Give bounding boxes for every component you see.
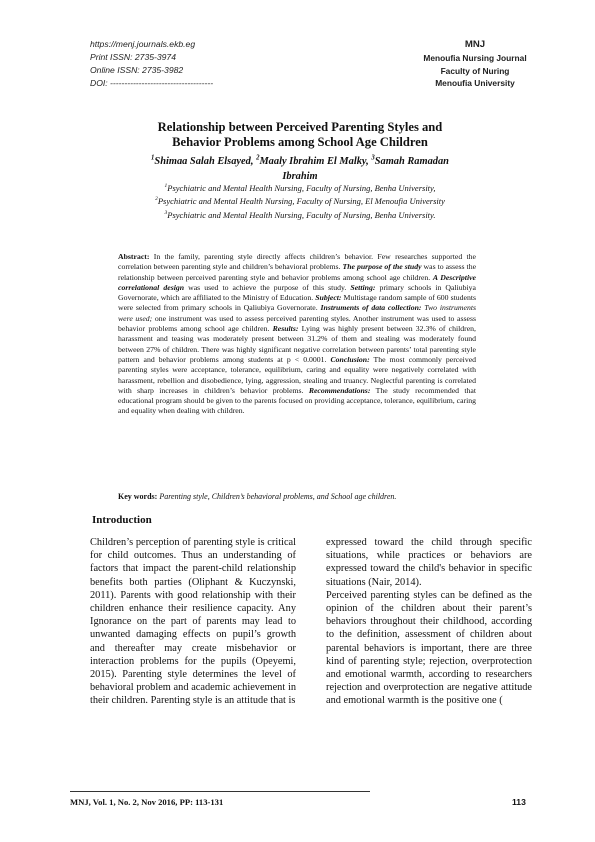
footer-citation: MNJ, Vol. 1, No. 2, Nov 2016, PP: 113-131 [70,797,224,807]
abstract-text: The most commonly perceived parenting styles were acceptance, tolerance, equilibrium, caring and equality were negatively correlated with harassment, rebellion and disobedience, lying, aggression, stealing and truancy. Neglectful parenting is correlated with sharp increases in children’s behavior problems. [118,354,477,395]
abstract-text: one instrument was used to assess perceived parenting styles. Another instrument was used to assess behavior problems among school age children. [118,313,476,334]
subject-label: Subject: [315,293,342,303]
conclusion-label: Conclusion: [330,354,370,364]
abstract-text: was used to achieve the purpose of this study. [184,282,351,292]
author-3: Samah Ramadan [374,156,449,167]
abstract-text: Multistage random sample of 600 students were selected from primary schools in Qaliubiya Governorate. [118,293,476,313]
university-name: Menoufia University [435,78,515,89]
paper-title [60,120,540,150]
affiliation-2: Psychiatric and Mental Health Nursing, Faculty of Nursing, El Menoufia University [157,196,445,207]
keywords [118,491,476,502]
online-issn: Online ISSN: 2735-3982 [90,65,184,75]
setting-label: Setting: [350,282,376,292]
abstract [118,252,476,417]
author-list: $^1$Shimaa Salah Elsayed, $^2$Maaly Ibrahim El Malky, $^3$Samah Ramadan Ibrahim [60,154,540,184]
abstract-text: primary schools in Qaliubiya Governorate, which are affiliated to the Ministry of Education. [118,282,476,303]
author-1: Shimaa Salah Elsayed, [154,156,254,167]
intro-paragraph: Perceived parenting styles can be defined as the opinion of the children about their parent’s behaviors throughout their childhood, according to the definition, assessment of children about parental behaviors is important, there are three kind of parenting style; rejection, overprotection and emotional warmth, according to researchers rejection and overprotection are negative attitude and emotional warmth is the positive one ( [326,589,532,707]
instruments-label: Instruments of data collection: [320,303,422,313]
print-issn: Print ISSN: 2735-3974 [90,52,176,62]
abstract-text: The study recommended that educational program should be given to the parents focused on providing acceptance, tolerance, equilibrium, caring and equality when dealing with children. [118,385,476,416]
abstract-text: In the family, parenting style directly affects children’s behavior. Few researches supported the correlation between parenting style and children’s behavioral problems. [118,252,476,272]
journal-url[interactable]: https://menj.journals.ekb.eg [90,39,196,49]
design-label: A Descriptive correlational design [118,272,476,292]
abstract-label: Abstract: [118,252,150,261]
results-label: Results: [272,324,299,334]
faculty-name: Faculty of Nuring [440,65,510,76]
author-3-cont: Ibrahim [282,171,318,182]
intro-left-column: Children’s perception of parenting style is critical for child outcomes. Thus an understanding of factors that impact the parent-child relationship benefits both parties (Oliphant & Kuczynski, 2011). Parents with good relationship with their children enhance their resilience capacity. Any Ignorance on the part of parents may lead to unwanted damaging effects on pupil’s growth and thereafter may create misbehavior or interaction problems for the pupils (Opeyemi, 2015). Parenting style determines the level of behavioral problem and academic achievement in their children. Parenting style is an attitude that is [90,537,296,707]
affiliation-3: Psychiatric and Mental Health Nursing, Faculty of Nursing, Benha University. [167,209,436,220]
journal-block [400,38,550,90]
intro-right-column [326,536,532,708]
page-number: 113 [512,797,526,807]
journal-abbrev: MNJ [464,39,486,50]
abstract-text: was to assess the relationship between perceived parenting style and behavior problems among school age children. [118,262,477,282]
doi: DOI: ------------------------------------ [90,78,214,88]
intro-paragraph: expressed toward the child through specific situations, while practices or behaviors are expressed toward the child's behavior in specific situations (Nair, 2014). [326,537,532,588]
abstract-text: Lying was highly present between 32.3% of children, harassment and teasing was moderately present between 31.2% of them and stealing was moderately found between 27% of children. There was highly significant negative correlation between parents’ total parenting style pattern and behavior problems among students at p < 0.0001. [118,324,476,364]
purpose-label: The purpose of the study [342,262,422,272]
keywords-text: Parenting style, Children’s behavioral problems, and School age children. [157,492,397,501]
instruments-italic: Two instruments were used; [118,303,477,323]
recommendations-label: Recommendations: [308,385,371,395]
footer-rule [70,791,370,792]
journal-info [90,38,213,90]
author-2: Maaly Ibrahim El Malky, [259,156,369,167]
affiliations: $^1$Psychiatric and Mental Health Nursing, Faculty of Nursing, Benha University, $^2$Psychiatric and Mental Health Nursing, Faculty of Nursing, El Menoufia University $^3$Psychiatric and Mental Health Nursing, Faculty of Nursing, Benha University. [155,183,445,220]
affiliation-1: Psychiatric and Mental Health Nursing, Faculty of Nursing, Benha University, [167,183,436,193]
title-line-1: Relationship between Perceived Parenting Styles and [157,120,443,134]
section-heading: Introduction [92,514,152,526]
keywords-label: Key words: [118,492,158,501]
journal-name: Menoufia Nursing Journal [423,53,527,63]
title-line-2: Behavior Problems among School Age Children [172,135,428,149]
